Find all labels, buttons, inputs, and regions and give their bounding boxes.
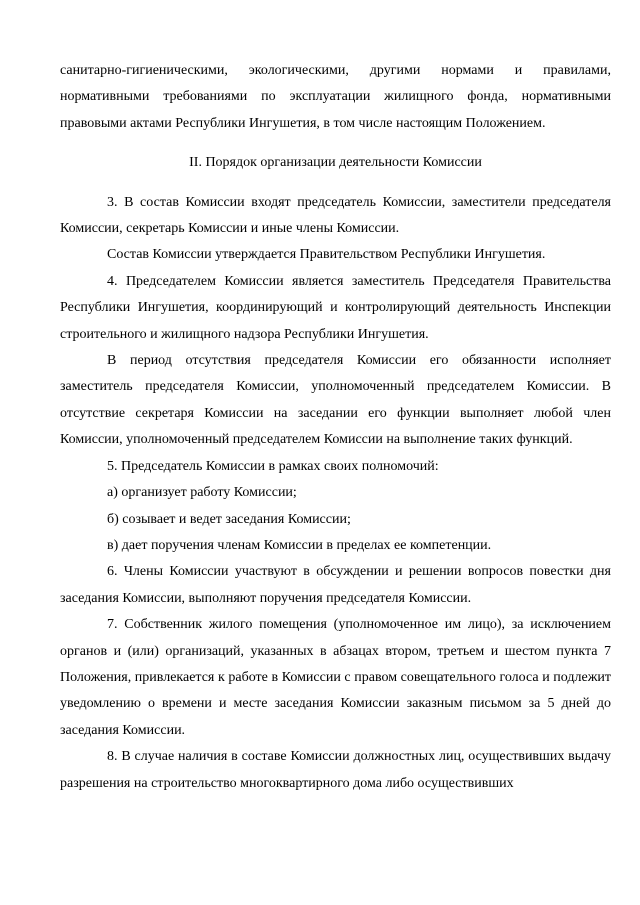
document-page [60,58,611,797]
paragraph-3: 3. В состав Комиссии входят председатель Комиссии, заместители председателя Комиссии, секретарь Комиссии и иные члены Комиссии. [60,194,611,237]
paragraph-composition: Состав Комиссии утверждается Правительством Республики Ингушетия. [107,247,546,263]
section-title: II. Порядок организации деятельности Комиссии [189,155,482,171]
paragraph-absence: В период отсутствия председателя Комиссии его обязанности исполняет заместитель председателя Комиссии, уполномоченный председателем Комиссии. В отсутствие секретаря Комиссии на заседании его функции выполняет любой член Комиссии, уполномоченный председателем Комиссии на выполнение таких функций. [60,353,611,448]
list-item-v: в) дает поручения членам Комиссии в пределах ее компетенции. [107,537,492,553]
paragraph-6: 6. Члены Комиссии участвуют в обсуждении и решении вопросов повестки дня заседания Комиссии, выполняют поручения председателя Комиссии. [60,564,611,606]
paragraph-7: 7. Собственник жилого помещения (уполномоченное им лицо), за исключением органов и (или) организаций, указанных в абзацах втором, третьем и шестом пункта 7 Положения, привлекается к работе в Комиссии с правом совещательного голоса и подлежит уведомлению о времени и месте заседания Комиссии заказным письмом за 5 дней до заседания Комиссии. [60,617,611,738]
paragraph-4: 4. Председателем Комиссии является заместитель Председателя Правительства Республики Ингушетия, координирующий и контролирующий деятельность Инспекции строительного и жилищного надзора Республики Ингушетия. [60,273,611,342]
continuation-paragraph: санитарно-гигиеническими, экологическими, другими нормами и правилами, нормативными требованиями по эксплуатации жилищного фонда, нормативными правовыми актами Республики Ингушетия, в том числе настоящим Положением. [60,63,611,131]
paragraph-5: 5. Председатель Комиссии в рамках своих полномочий: [107,458,439,474]
list-item-b: б) созывает и ведет заседания Комиссии; [107,511,351,527]
list-item-a: а) организует работу Комиссии; [107,485,297,501]
paragraph-8: 8. В случае наличия в составе Комиссии должностных лиц, осуществивших выдачу разрешения на строительство многоквартирного дома либо осуществивших [60,749,611,791]
